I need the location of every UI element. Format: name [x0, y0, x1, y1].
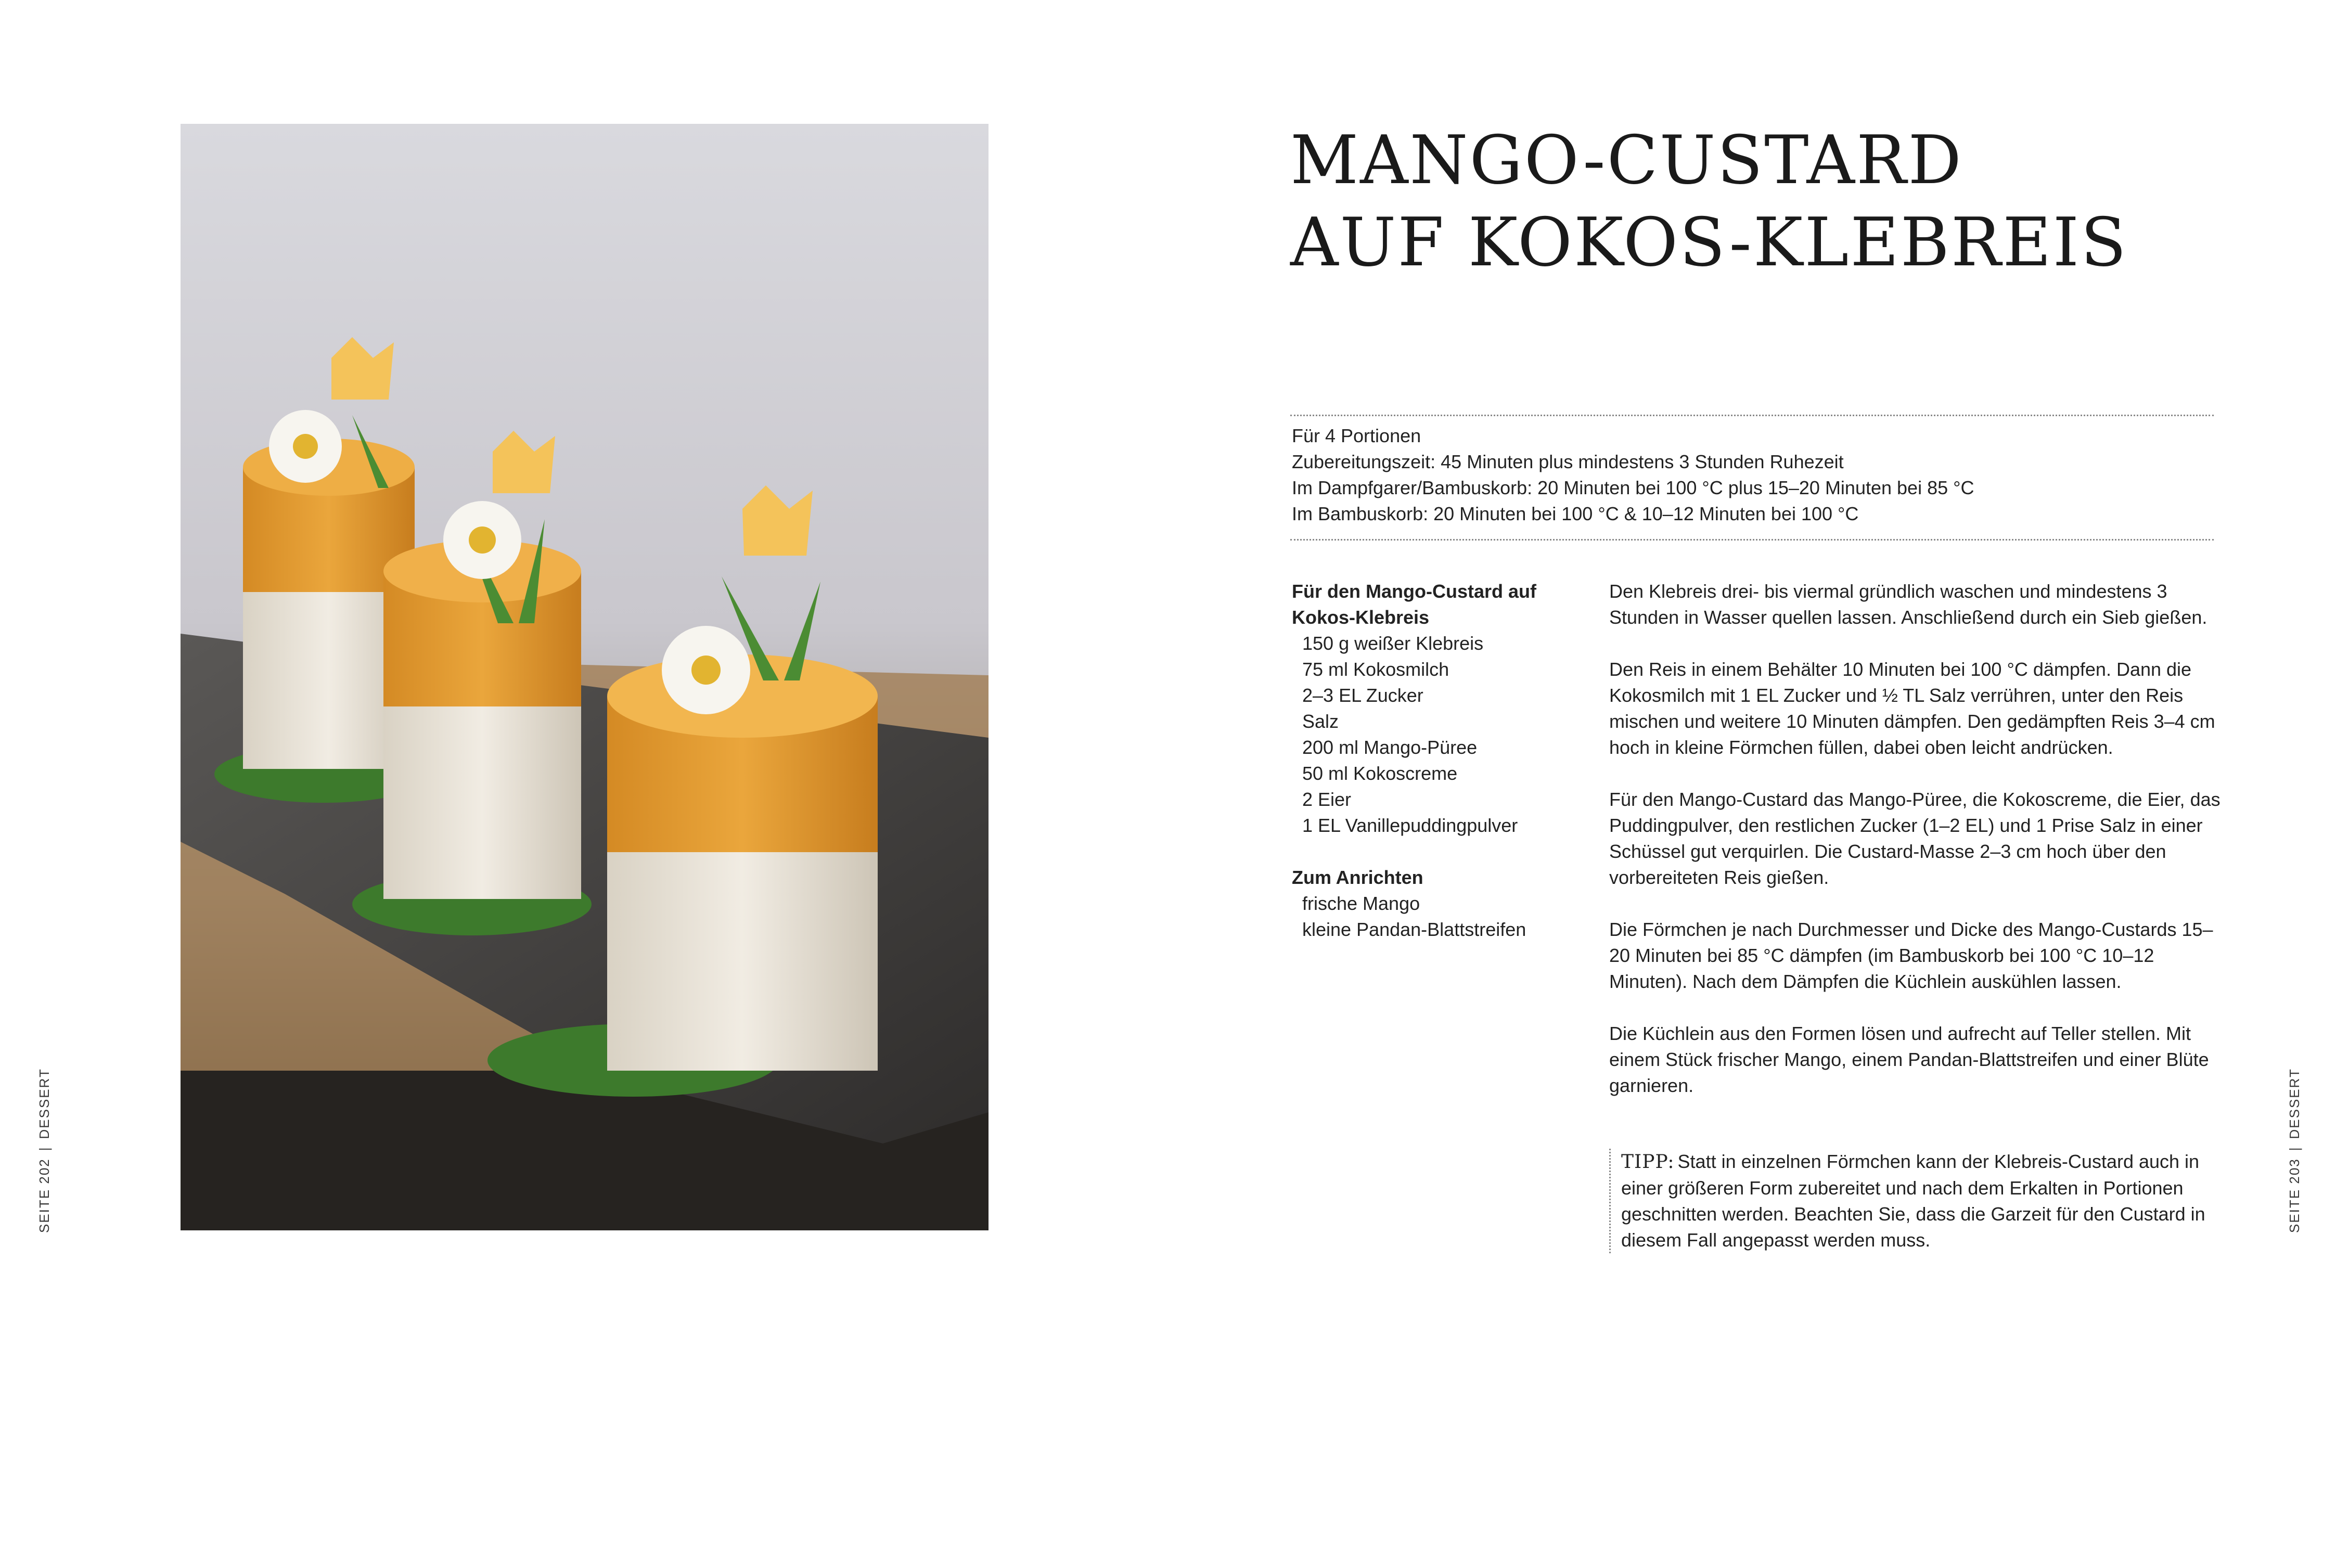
ingredient-item: 2–3 EL Zucker — [1302, 685, 1423, 706]
dessert-photo-illustration — [181, 124, 989, 1230]
folio-separator: | — [36, 1146, 52, 1151]
ingredients-heading: Für den Mango-Custard auf — [1292, 581, 1536, 602]
tip-label: TIPP: — [1621, 1151, 1675, 1173]
garnish-heading: Zum Anrichten — [1292, 867, 1423, 888]
bamboo-basket-time: Im Bambuskorb: 20 Minuten bei 100 °C & 10–12 Minuten bei 100 °C — [1292, 503, 1859, 524]
folio-separator: | — [2287, 1146, 2302, 1151]
tip-box — [1609, 1149, 2225, 1253]
recipe-title — [1290, 120, 2227, 284]
spacer — [1292, 839, 1583, 865]
servings: Für 4 Portionen — [1292, 425, 1421, 446]
dessert-photo — [181, 124, 989, 1230]
garnish-item: kleine Pandan-Blattstreifen — [1302, 919, 1526, 940]
ingredient-item: 75 ml Kokosmilch — [1302, 659, 1449, 680]
section-name-right: DESSERT — [2287, 1068, 2302, 1139]
ingredients-heading: Kokos-Klebreis — [1292, 607, 1430, 628]
method-step: Die Förmchen je nach Durchmesser und Dicke des Mango-Custards 15–20 Minuten bei 85 °C dämpfen (im Bambuskorb bei 100 °C 10–12 Minuten). Nach dem Dämpfen die Küchlein auskühlen lassen. — [1609, 919, 2213, 992]
dotted-rule-bottom — [1290, 539, 2214, 541]
folio-left — [36, 1068, 53, 1233]
prep-time: Zubereitungszeit: 45 Minuten plus mindestens 3 Stunden Ruhezeit — [1292, 451, 1844, 472]
method-step: Den Reis in einem Behälter 10 Minuten bei 100 °C dämpfen. Dann die Kokosmilch mit 1 EL Zucker und ½ TL Salz verrühren, unter den Reis mischen und weitere 10 Minuten dämpfen. Den gedämpften Reis 3–4 cm hoch in kleine Förmchen füllen, dabei oben leicht andrücken. — [1609, 659, 2215, 758]
recipe-meta — [1292, 423, 2213, 527]
ingredient-item: Salz — [1302, 711, 1339, 732]
ingredient-item: 2 Eier — [1302, 789, 1352, 810]
ingredients-list — [1292, 579, 1583, 943]
ingredient-item: 200 ml Mango-Püree — [1302, 737, 1478, 758]
method-step: Die Küchlein aus den Formen lösen und aufrecht auf Teller stellen. Mit einem Stück frischer Mango, einem Pandan-Blattstreifen und einer Blüte garnieren. — [1609, 1023, 2209, 1096]
folio-right — [2287, 1068, 2303, 1233]
recipe-title-line-2: AUF KOKOS-KLEBREIS — [1290, 204, 2128, 281]
steamer-time: Im Dampfgarer/Bambuskorb: 20 Minuten bei 100 °C plus 15–20 Minuten bei 85 °C — [1292, 477, 1974, 498]
ingredient-item: 1 EL Vanillepuddingpulver — [1302, 815, 1518, 836]
ingredient-item: 50 ml Kokoscreme — [1302, 763, 1458, 784]
tip-text: Statt in einzelnen Förmchen kann der Klebreis-Custard auch in einer größeren Form zubereitet und nach dem Erkalten in Portionen geschnitten werden. Beachten Sie, dass die Garzeit für den Custard in diesem Fall angepasst werden muss. — [1621, 1151, 2205, 1251]
page-number-right: SEITE 203 — [2287, 1158, 2302, 1233]
method-steps — [1609, 579, 2223, 1125]
garnish-item: frische Mango — [1302, 893, 1420, 914]
method-step: Für den Mango-Custard das Mango-Püree, die Kokoscreme, die Eier, das Puddingpulver, den restlichen Zucker (1–2 EL) und 1 Prise Salz in einer Schüssel gut verquirlen. Die Custard-Masse 2–3 cm hoch über den vorbereiteten Reis gießen. — [1609, 789, 2221, 888]
dotted-rule-top — [1290, 415, 2214, 416]
recipe-title-line-1: MANGO-CUSTARD — [1290, 122, 1963, 199]
method-step: Den Klebreis drei- bis viermal gründlich waschen und mindestens 3 Stunden in Wasser quellen lassen. Anschließend durch ein Sieb gießen. — [1609, 581, 2207, 628]
page-number-left: SEITE 202 — [36, 1158, 52, 1233]
section-name-left: DESSERT — [36, 1068, 52, 1139]
ingredient-item: 150 g weißer Klebreis — [1302, 633, 1484, 654]
